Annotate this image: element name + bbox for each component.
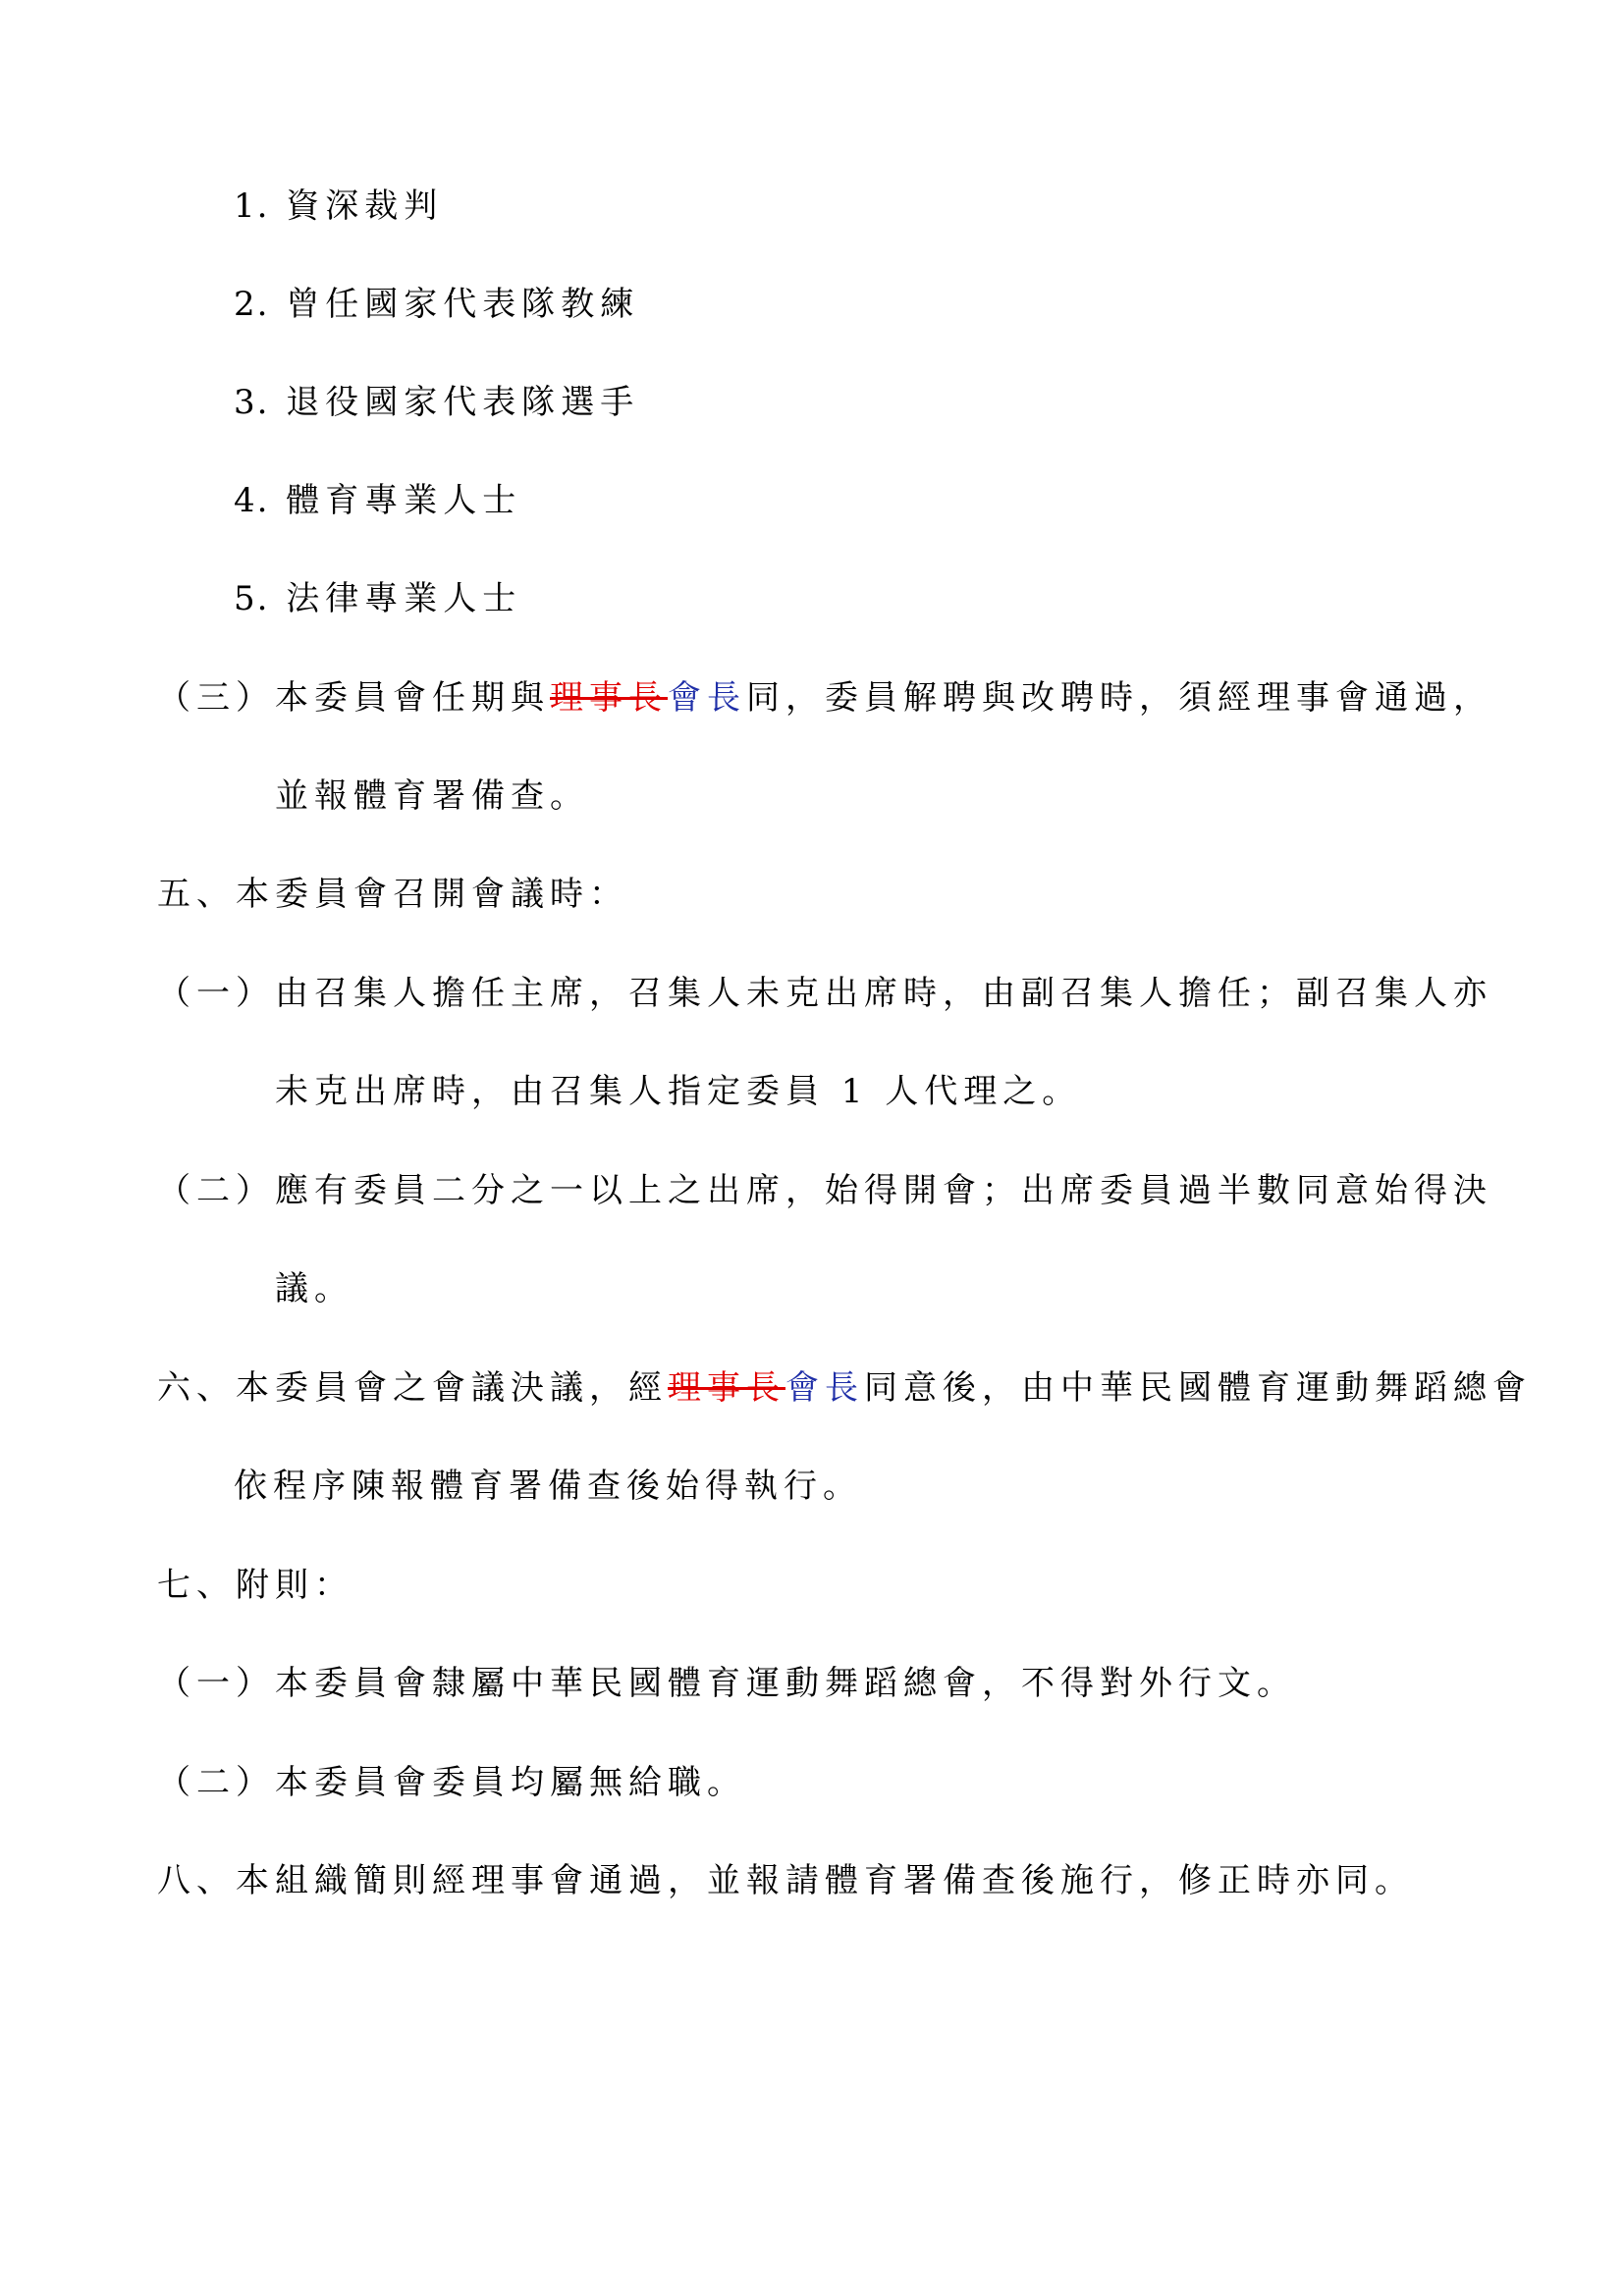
section-5-heading: 五、本委員會召開會議時： xyxy=(157,875,628,914)
section-8-text: 八、本組織簡則經理事會通過，並報請體育署備查後施行，修正時亦同。 xyxy=(157,1861,1414,1900)
section-6-line1 xyxy=(157,1363,1532,1413)
list-text: 退役國家代表隊選手 xyxy=(286,383,640,422)
list-text: 體育專業人士 xyxy=(286,481,522,520)
clause-3-line1 xyxy=(157,673,1492,722)
list-number: 2. xyxy=(234,285,270,324)
section-7-item1: （一）本委員會隸屬中華民國體育運動舞蹈總會，不得對外行文。 xyxy=(157,1664,1296,1703)
section-5-item2-line1: （二）應有委員二分之一以上之出席，始得開會；出席委員過半數同意始得決 xyxy=(157,1171,1492,1210)
inserted-text: 會長 xyxy=(785,1368,864,1408)
list-item xyxy=(234,476,521,525)
inserted-text: 會長 xyxy=(668,678,746,718)
section-6-prefix: 六、本委員會之會議決議，經 xyxy=(157,1368,668,1408)
list-number: 1. xyxy=(234,187,270,226)
list-item xyxy=(234,182,443,231)
list-text: 曾任國家代表隊教練 xyxy=(286,285,640,324)
list-item xyxy=(234,280,639,329)
list-item xyxy=(234,378,639,427)
list-item xyxy=(234,574,521,623)
list-text: 法律專業人士 xyxy=(286,579,522,618)
deleted-text: 理事長 xyxy=(668,1368,785,1408)
list-number: 5. xyxy=(234,579,270,618)
section-5-item1-line2: 未克出席時，由召集人指定委員 1 人代理之。 xyxy=(275,1072,1082,1111)
section-7-heading: 七、附則： xyxy=(157,1566,353,1605)
clause-3-suffix: 同，委員解聘與改聘時，須經理事會通過， xyxy=(746,678,1492,718)
clause-3-prefix: （三）本委員會任期與 xyxy=(157,678,550,718)
list-text: 資深裁判 xyxy=(286,187,444,226)
section-5-item1-line1: （一）由召集人擔任主席，召集人未克出席時，由副召集人擔任；副召集人亦 xyxy=(157,974,1492,1013)
list-number: 4. xyxy=(234,481,270,520)
deleted-text: 理事長 xyxy=(550,678,668,718)
section-5-item2-line2: 議。 xyxy=(275,1269,353,1308)
section-6-line2: 依程序陳報體育署備查後始得執行。 xyxy=(234,1467,862,1506)
list-number: 3. xyxy=(234,383,270,422)
section-6-suffix: 同意後，由中華民國體育運動舞蹈總會 xyxy=(864,1368,1532,1408)
clause-3-line2: 並報體育署備查。 xyxy=(275,776,589,816)
section-7-item2: （二）本委員會委員均屬無給職。 xyxy=(157,1763,746,1802)
